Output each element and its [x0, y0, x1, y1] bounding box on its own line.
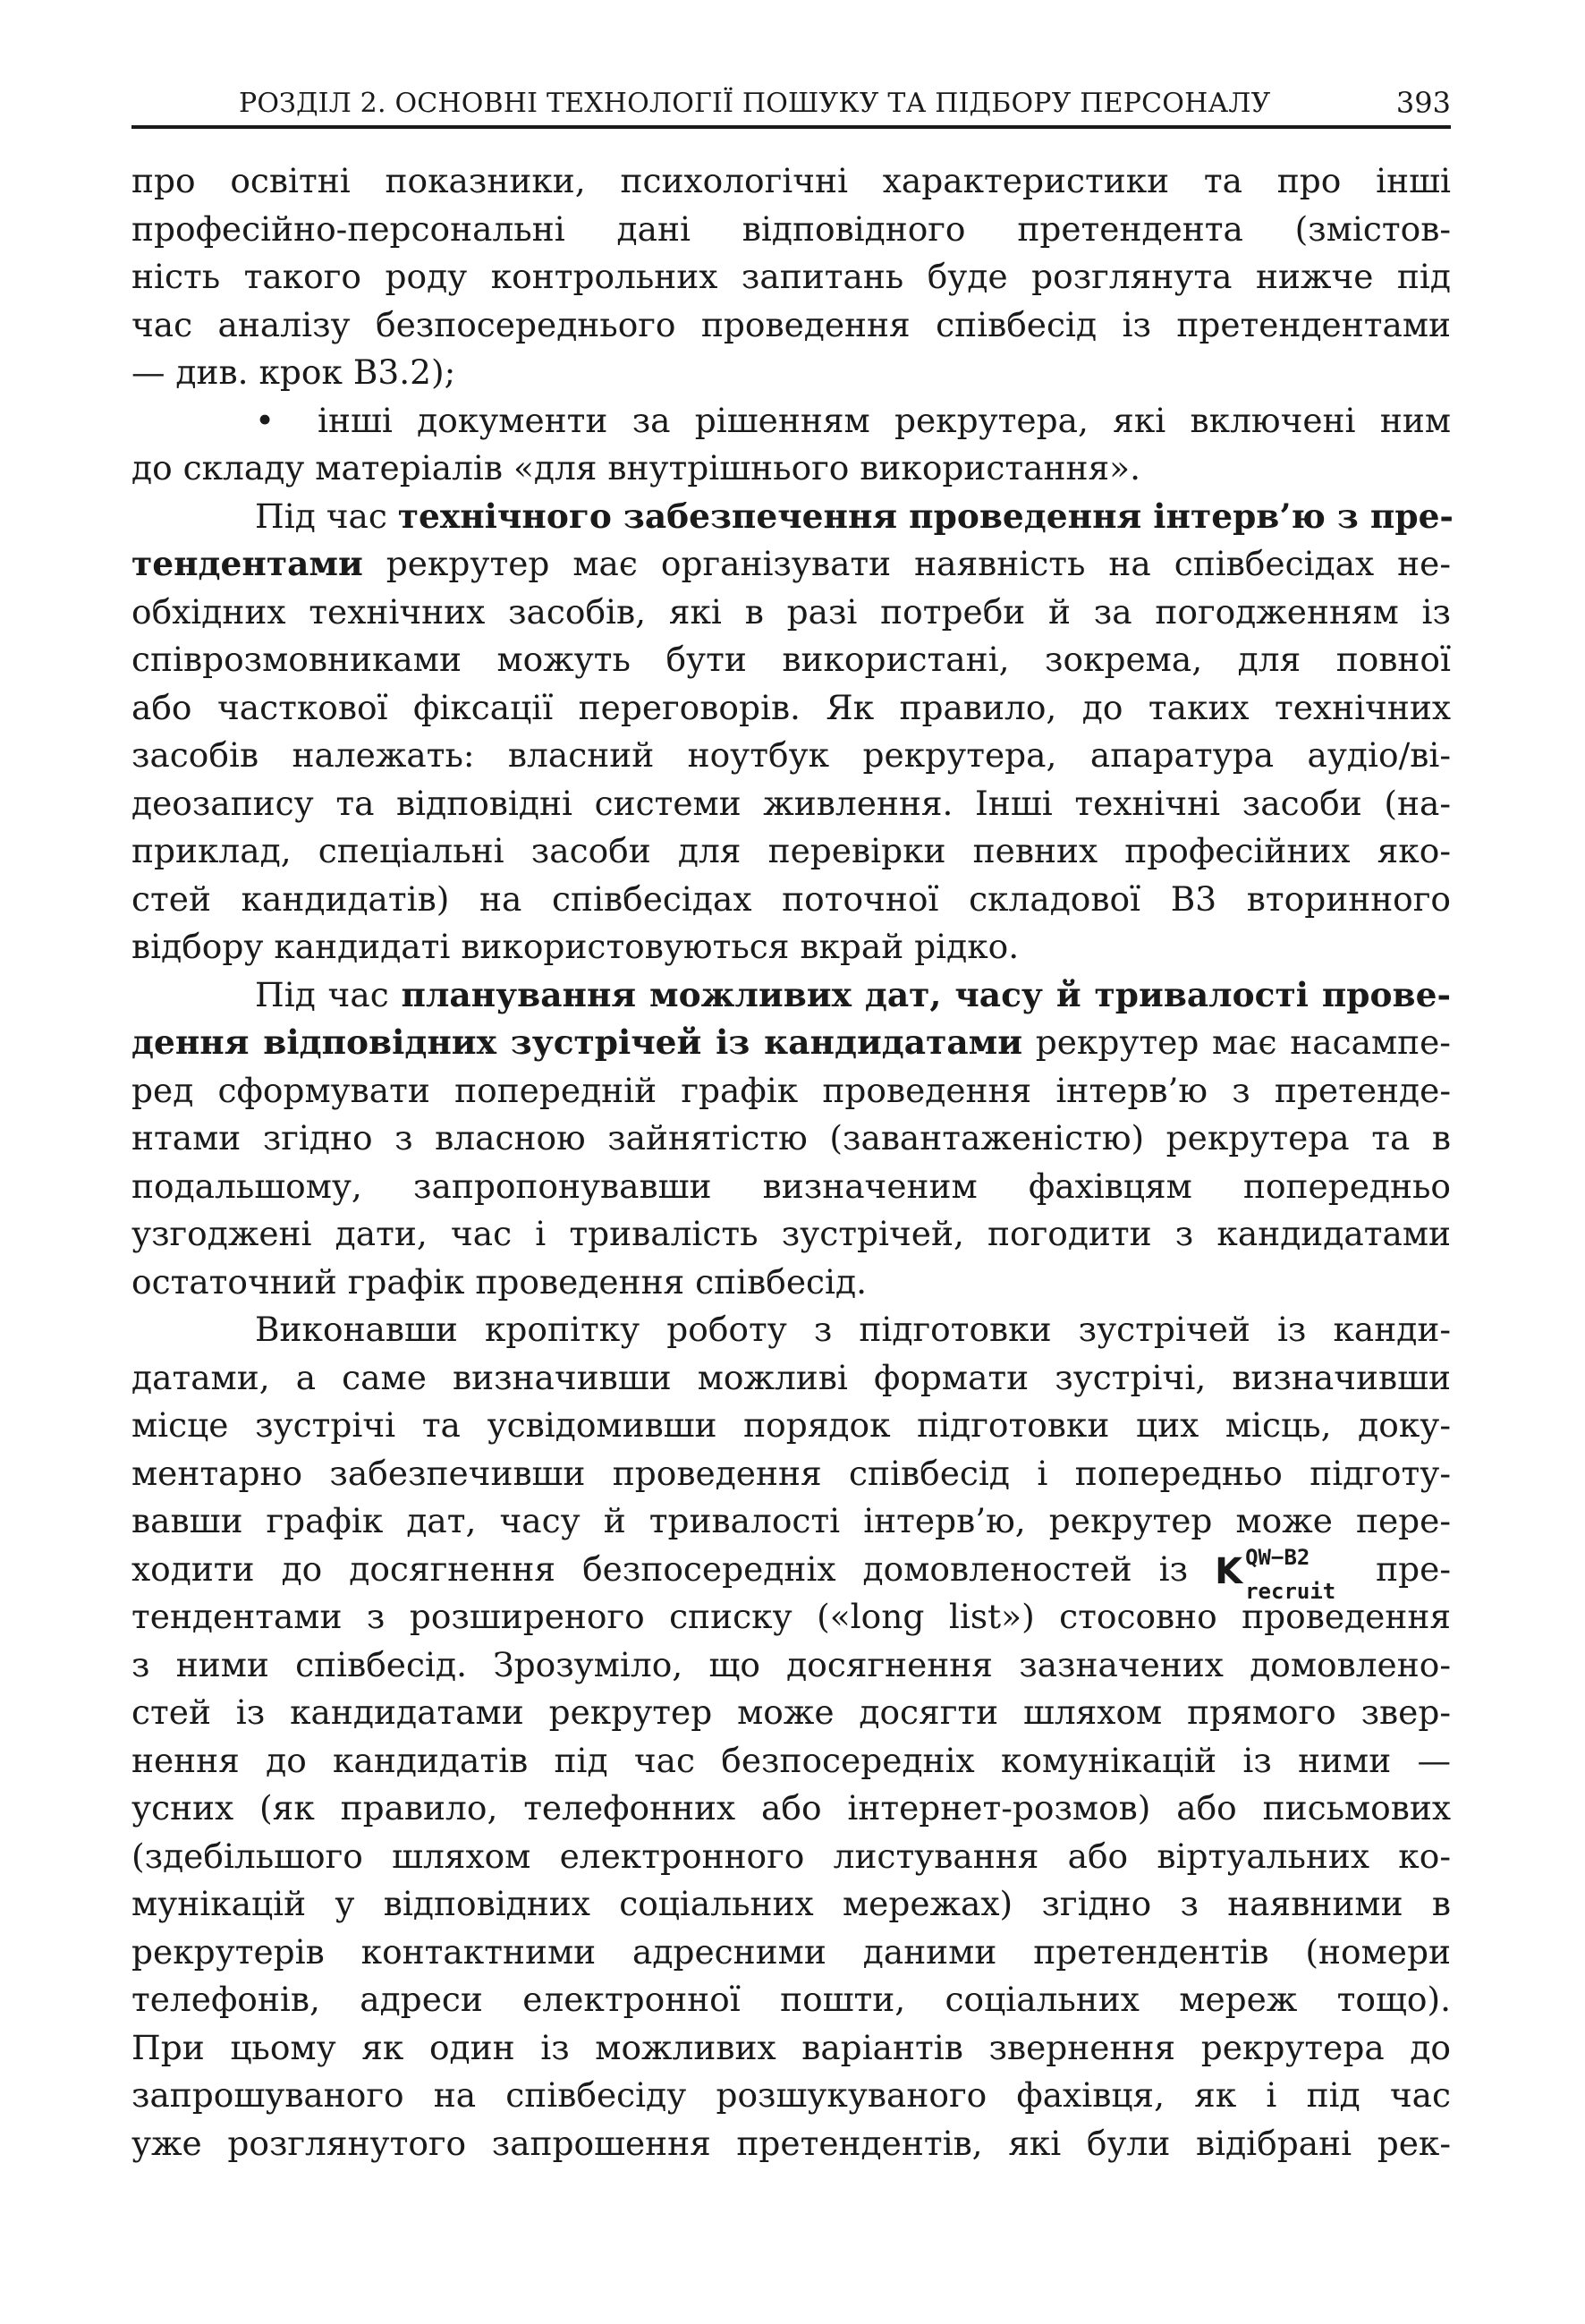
text-line: про освітні показники, психологічні характеристики та про інші: [131, 161, 1451, 200]
formula-k-recruit: [1215, 1545, 1349, 1604]
text-line: подальшому, запропонувавши визначеним фахівцям попередньо: [131, 1166, 1451, 1206]
text-line: ментарно забезпечивши проведення співбесід і попередньо підготу-: [131, 1453, 1451, 1493]
paragraph-start: [131, 493, 1454, 541]
text-line: професійно-персональні дані відповідного претендента (змістов-: [131, 208, 1451, 249]
text-line: ність такого роду контрольних запитань буде розглянута нижче під: [131, 257, 1451, 296]
text-line: (здебільшого шляхом електронного листування або віртуальних ко-: [131, 1836, 1451, 1876]
bullet-marker: •: [255, 400, 275, 440]
text-line: обхідних технічних засобів, які в разі потреби й за погодженням із: [131, 591, 1451, 632]
text-line: співрозмовниками можуть бути використані, зокрема, для повної: [131, 640, 1451, 679]
bullet-item: [131, 397, 1451, 445]
text-span: Під час: [255, 974, 402, 1014]
text-span: рекрутер має організувати наявність на співбесідах не-: [362, 544, 1451, 583]
text-line: [131, 1019, 1451, 1067]
text-line: остаточний графік проведення співбесід.: [131, 1261, 868, 1302]
text-line: засобів належать: власний ноутбук рекрутера, апаратура аудіо/ві-: [131, 735, 1451, 775]
chapter-title: РОЗДІЛ 2. ОСНОВНІ ТЕХНОЛОГІЇ ПОШУКУ ТА ПІДБОРУ ПЕРСОНАЛУ: [239, 88, 1271, 119]
text-line: тендентами з розширеного списку («long list») стосовно проведення: [131, 1597, 1451, 1636]
text-line: вавши графік дат, часу й тривалості інтерв’ю, рекрутер може пере-: [131, 1501, 1451, 1540]
text-line: телефонів, адреси електронної пошти, соціальних мереж тощо).: [131, 1980, 1451, 2019]
running-header: [131, 82, 1451, 125]
text-line: ред сформувати попередній графік проведення інтерв’ю з претенде-: [131, 1070, 1451, 1110]
paragraph-start: [131, 971, 1451, 1020]
paragraph-start: Виконавши кропітку роботу з підготовки зустрічей із канди-: [255, 1310, 1451, 1349]
text-line: або часткової фіксації переговорів. Як правило, до таких технічних: [131, 687, 1451, 727]
page-number: 393: [1395, 86, 1451, 120]
formula-superscript: QW−B2: [1245, 1545, 1310, 1570]
text-line: з ними співбесід. Зрозуміло, що досягнення зазначених домовлено-: [131, 1644, 1451, 1684]
body-text: [131, 157, 1454, 2167]
text-line: стей кандидатів) на співбесідах поточної складової В3 вторинного: [131, 878, 1451, 919]
text-span: ходити до досягнення безпосередніх домовленостей із: [131, 1548, 1189, 1589]
text-line: до складу матеріалів «для внутрішнього використання».: [131, 448, 1141, 488]
text-line: [131, 540, 1451, 589]
bullet-text: інші документи за рішенням рекрутера, які включені ним: [318, 400, 1451, 440]
text-line: — див. крок В3.2);: [131, 352, 456, 392]
text-line: датами, а саме визначивши можливі формати зустрічі, визначивши: [131, 1357, 1451, 1397]
bold-term: планування можливих дат, часу й тривалості прове-: [401, 974, 1452, 1014]
text-line: усних (як правило, телефонних або інтернет-розмов) або письмових: [131, 1788, 1451, 1828]
text-line: При цьому як один із можливих варіантів звернення рекрутера до: [131, 2027, 1451, 2067]
text-line: приклад, спеціальні засоби для перевірки певних професійних яко-: [131, 831, 1451, 870]
text-line: місце зустрічі та усвідомивши порядок підготовки цих місць, доку-: [131, 1405, 1451, 1445]
text-span: пре-: [1376, 1548, 1451, 1589]
text-line: уже розглянутого запрошення претендентів, які були відібрані рек-: [131, 2123, 1451, 2163]
text-line: час аналізу безпосереднього проведення співбесід із претендентами: [131, 304, 1451, 344]
text-line: рекрутерів контактними адресними даними претендентів (номери: [131, 1931, 1451, 1972]
header-rule: [131, 125, 1451, 129]
bold-term: тендентами: [131, 544, 363, 583]
text-line: мунікацій у відповідних соціальних мережах) згідно з наявними в: [131, 1884, 1451, 1923]
text-line: узгоджені дати, час і тривалість зустрічей, погодити з кандидатами: [131, 1214, 1451, 1253]
formula-subscript: recruit: [1245, 1579, 1336, 1604]
bold-term: дення відповідних зустрічей із кандидатами: [131, 1022, 1023, 1062]
text-line: нтами згідно з власною зайнятістю (завантаженістю) рекрутера та в: [131, 1118, 1451, 1158]
formula-base: K: [1215, 1551, 1243, 1592]
text-line: нення до кандидатів під час безпосередніх комунікацій із ними —: [131, 1740, 1451, 1780]
text-line: запрошуваного на співбесіду розшукуваного фахівця, як і під час: [131, 2075, 1451, 2115]
text-line: деозапису та відповідні системи живлення. Інші технічні засоби (на-: [131, 783, 1451, 823]
text-line: відбору кандидаті використовуються вкрай рідко.: [131, 927, 1020, 966]
bold-term: технічного забезпечення проведення інтерв’ю з пре-: [397, 496, 1454, 536]
text-line: стей із кандидатами рекрутер може досягти шляхом прямого звер-: [131, 1692, 1451, 1732]
text-span: Під час: [255, 496, 398, 536]
text-line-with-formula: [131, 1545, 1451, 1604]
text-span: рекрутер має насампе-: [1022, 1022, 1451, 1062]
